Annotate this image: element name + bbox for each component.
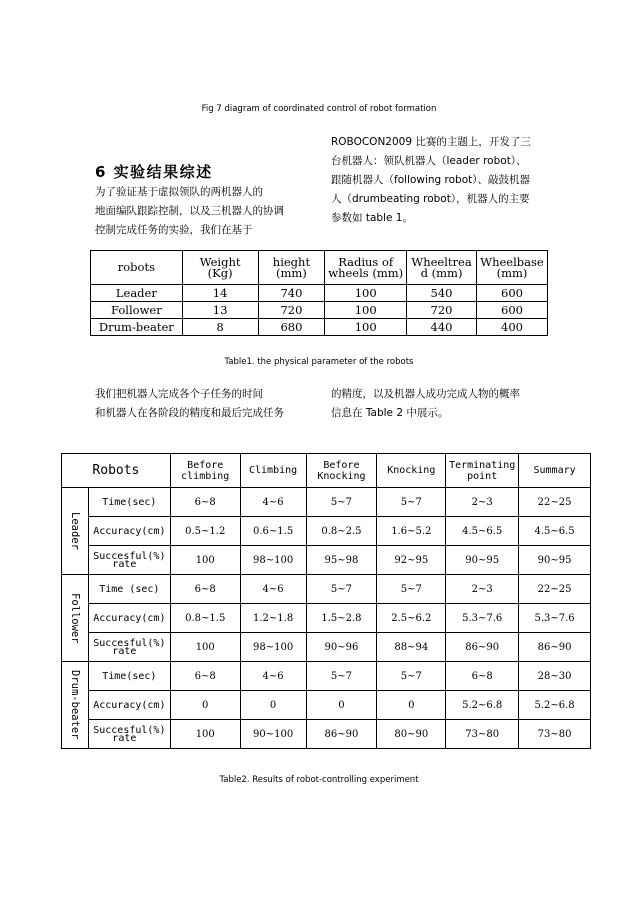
table-2-cell: 0.8~1.5 <box>170 604 240 633</box>
metric-label-cell: Accuracy(cm) <box>88 604 170 633</box>
table-2-cell: 2~3 <box>446 488 519 517</box>
table-1-cell: 400 <box>477 319 548 336</box>
rate-label: Succesful <box>93 550 148 562</box>
metric-label-cell: Time(sec) <box>88 662 170 691</box>
table-row <box>62 662 591 691</box>
table-2-cell: 86~90 <box>519 633 591 662</box>
table-2-header-cell <box>240 454 306 488</box>
header-line: robots <box>117 260 155 274</box>
table-2-cell: 1.2~1.8 <box>240 604 306 633</box>
table-1-header-cell <box>325 251 407 285</box>
table-1-header-cell <box>258 251 325 285</box>
table-2-cell: 0.5~1.2 <box>170 517 240 546</box>
table-2-cell: 98~100 <box>240 633 306 662</box>
table-2-cell: 4.5~6.5 <box>519 517 591 546</box>
table-2-cell: 86~90 <box>446 633 519 662</box>
header-line: Knocking <box>317 470 366 482</box>
paragraph-2-left <box>95 385 310 423</box>
header-line: climbing <box>181 470 230 482</box>
table-2-cell: 100 <box>170 633 240 662</box>
paragraph-line: 和机器人在各阶段的精度和最后完成任务 <box>95 407 284 419</box>
table-2-experiment-results <box>61 453 591 749</box>
paragraph-line: 人（drumbeating robot），机器人的主要 <box>331 193 530 205</box>
table-row <box>62 720 591 749</box>
table-2-cell: 0.8~2.5 <box>306 517 377 546</box>
table-2-cell: 1.5~2.8 <box>306 604 377 633</box>
table-2-cell: 73~80 <box>519 720 591 749</box>
table-2-cell: 2.5~6.2 <box>377 604 446 633</box>
table-1-cell: 540 <box>407 285 477 302</box>
table-2-header-row <box>62 454 591 488</box>
paragraph-line: 的精度，以及机器人成功完成人物的概率 <box>331 388 520 400</box>
table-row <box>62 546 591 575</box>
header-line: Radius of <box>338 254 394 269</box>
header-line: Terminating <box>449 459 516 471</box>
table-2-cell: 90~100 <box>240 720 306 749</box>
table-2-cell: 0 <box>306 691 377 720</box>
table-2-cell: 4~6 <box>240 575 306 604</box>
table-2-cell: 5.3~7.6 <box>519 604 591 633</box>
rate-sub-label: rate <box>112 732 137 744</box>
table-2-cell: 5~7 <box>377 488 446 517</box>
table-2-cell: 1.6~5.2 <box>377 517 446 546</box>
table-row <box>91 319 548 336</box>
table-2-cell: 95~98 <box>306 546 377 575</box>
paragraph-line: 控制完成任务的实验，我们在基于 <box>95 224 253 236</box>
table-1-header-cell <box>91 251 183 285</box>
table-row <box>91 302 548 319</box>
metric-label-cell: Accuracy(cm) <box>88 691 170 720</box>
table-row <box>62 575 591 604</box>
table-1-cell: 8 <box>182 319 258 336</box>
table-2-cell: 0.6~1.5 <box>240 517 306 546</box>
table-1-cell: Leader <box>91 285 183 302</box>
section-heading: 6 实验结果综述 <box>95 163 213 181</box>
table-1-cell: 600 <box>477 285 548 302</box>
header-line: Weight <box>199 254 241 269</box>
table-2-cell: 5~7 <box>377 662 446 691</box>
table-2-cell: 28~30 <box>519 662 591 691</box>
table-2-cell: 6~8 <box>446 662 519 691</box>
paragraph-1-left <box>95 183 310 240</box>
rate-label: Succesful <box>93 637 148 649</box>
rate-label: Succesful <box>93 724 148 736</box>
table-2-cell: 5~7 <box>306 575 377 604</box>
group-label: Drum-beater <box>68 670 81 740</box>
table-2-cell: 5.2~6.8 <box>446 691 519 720</box>
metric-label-cell: Time (sec) <box>88 575 170 604</box>
rate-unit: (%) <box>147 550 166 562</box>
table-2-cell: 22~25 <box>519 488 591 517</box>
table-1-cell: Drum-beater <box>91 319 183 336</box>
table-2-cell: 90~95 <box>519 546 591 575</box>
table-row <box>91 285 548 302</box>
table-2-cell: 5~7 <box>377 575 446 604</box>
table-row <box>62 604 591 633</box>
header-line: Climbing <box>249 465 298 476</box>
metric-label-cell <box>88 633 170 662</box>
paragraph-line: ROBOCON2009 比赛的主题上，开发了三 <box>331 136 531 148</box>
table-1-cell: 600 <box>477 302 548 319</box>
header-line: (Kg) <box>207 265 233 280</box>
table-2-cell: 86~90 <box>306 720 377 749</box>
table-2-cell: 6~8 <box>170 575 240 604</box>
table-2-cell: 88~94 <box>377 633 446 662</box>
table-row <box>62 488 591 517</box>
header-line: Wheeltrea <box>411 254 472 269</box>
group-label: Follower <box>68 592 81 644</box>
table-1-cell: 100 <box>325 302 407 319</box>
figure-caption: Fig 7 diagram of coordinated control of robot formation <box>201 104 437 114</box>
paragraph-line: 为了验证基于虚拟领队的两机器人的 <box>95 186 263 198</box>
table-1-header-cell <box>477 251 548 285</box>
table-1-cell: 14 <box>182 285 258 302</box>
table-2-cell: 22~25 <box>519 575 591 604</box>
table-1-header-cell <box>407 251 477 285</box>
table-2-header-cell <box>170 454 240 488</box>
table-1-header-cell <box>182 251 258 285</box>
header-line: (mm) <box>496 265 528 280</box>
header-line: Wheelbase <box>480 254 544 269</box>
rate-sub-label: rate <box>112 645 137 657</box>
table-2-header-cell <box>377 454 446 488</box>
table-2-cell: 0 <box>377 691 446 720</box>
table-1-cell: 720 <box>258 302 325 319</box>
paragraph-line: 台机器人：领队机器人（leader robot）、 <box>331 155 527 167</box>
table-1-cell: 13 <box>182 302 258 319</box>
table-1-cell: 680 <box>258 319 325 336</box>
table-1-cell: 720 <box>407 302 477 319</box>
table-row <box>62 517 591 546</box>
header-line: hieght <box>272 254 311 269</box>
table-2-cell: 100 <box>170 546 240 575</box>
table-2-cell: 5~7 <box>306 662 377 691</box>
table-2-cell: 0 <box>170 691 240 720</box>
rate-unit: (%) <box>147 724 166 736</box>
table-2-cell: 4.5~6.5 <box>446 517 519 546</box>
table-2-cell: 0 <box>240 691 306 720</box>
table-2-corner-cell: Robots <box>62 454 171 488</box>
metric-label-cell <box>88 720 170 749</box>
table-1-physical-parameters <box>90 250 548 336</box>
table-2-cell: 90~96 <box>306 633 377 662</box>
table-2-cell: 5~7 <box>306 488 377 517</box>
header-line: d (mm) <box>420 265 463 280</box>
table-2-cell: 73~80 <box>446 720 519 749</box>
header-line: wheels (mm) <box>328 265 404 280</box>
table-1-cell: 440 <box>407 319 477 336</box>
header-line: point <box>467 470 498 482</box>
header-line: (mm) <box>276 265 307 280</box>
table-2-caption: Table2. Results of robot-controlling experiment <box>219 775 419 785</box>
table-2-cell: 5.2~6.8 <box>519 691 591 720</box>
header-line: Summary <box>533 465 576 476</box>
table-row <box>62 633 591 662</box>
paragraph-line: 我们把机器人完成各个子任务的时间 <box>95 388 263 400</box>
table-row <box>62 691 591 720</box>
metric-label-cell: Time(sec) <box>88 488 170 517</box>
table-2-cell: 6~8 <box>170 662 240 691</box>
table-2-cell: 4~6 <box>240 662 306 691</box>
table-2-cell: 5.3~7.6 <box>446 604 519 633</box>
metric-label-cell <box>88 546 170 575</box>
paragraph-2-right <box>331 385 546 423</box>
header-line: Knocking <box>387 465 436 476</box>
paragraph-line: 跟随机器人（following robot）、敲鼓机器 <box>331 174 531 186</box>
table-1-cell: 100 <box>325 285 407 302</box>
table-1-caption: Table1. the physical parameter of the robots <box>224 357 414 367</box>
header-line: Before <box>187 459 224 471</box>
table-1-cell: 100 <box>325 319 407 336</box>
table-2-header-cell <box>519 454 591 488</box>
table-2-cell: 4~6 <box>240 488 306 517</box>
table-2-header-cell <box>306 454 377 488</box>
table-2-cell: 90~95 <box>446 546 519 575</box>
paragraph-line: 地面编队跟踪控制，以及三机器人的协调 <box>95 205 284 217</box>
table-1-cell: Follower <box>91 302 183 319</box>
table-2-header-cell <box>446 454 519 488</box>
table-2-cell: 92~95 <box>377 546 446 575</box>
paragraph-line: 参数如 table 1。 <box>331 212 413 224</box>
table-2-cell: 6~8 <box>170 488 240 517</box>
rate-sub-label: rate <box>112 558 137 570</box>
rate-unit: (%) <box>147 637 166 649</box>
metric-label-cell: Accuracy(cm) <box>88 517 170 546</box>
table-2-cell: 98~100 <box>240 546 306 575</box>
table-1-cell: 740 <box>258 285 325 302</box>
table-2-cell: 80~90 <box>377 720 446 749</box>
header-line: Before <box>323 459 360 471</box>
table-2-cell: 100 <box>170 720 240 749</box>
group-label: Leader <box>68 512 81 550</box>
table-2-cell: 2~3 <box>446 575 519 604</box>
paragraph-line: 信息在 Table 2 中展示。 <box>331 407 449 419</box>
paragraph-1-right <box>331 133 546 228</box>
